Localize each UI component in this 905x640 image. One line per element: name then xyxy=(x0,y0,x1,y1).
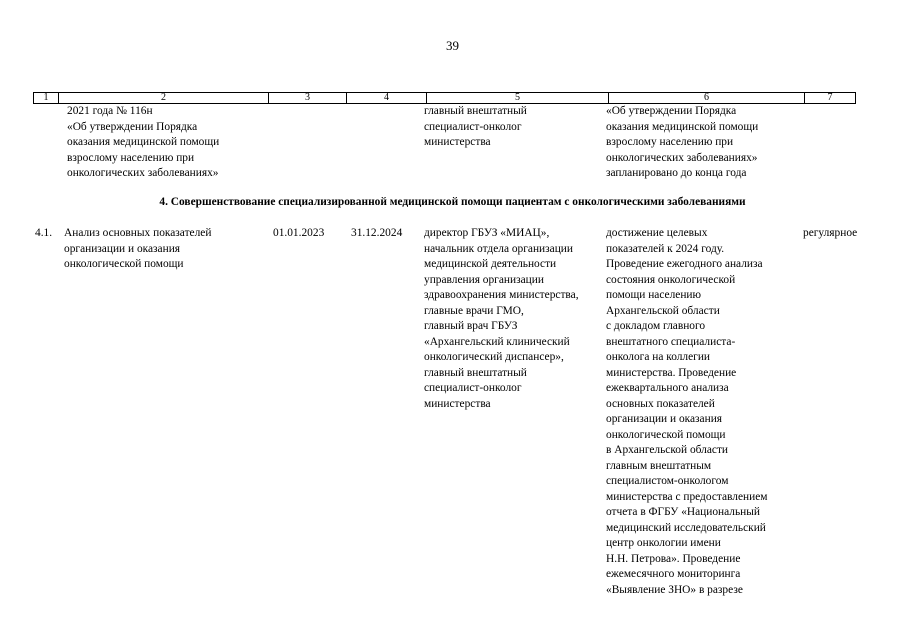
responsible-cell: директор ГБУЗ «МИАЦ», начальник отдела организации медицинской деятельности управления организации здравоохранения министерства, главные врачи ГМО, главный врач ГБУЗ «Архангельский клинический онкологический диспансер», главный внештатный специалист-онколог министерства xyxy=(424,227,579,410)
start-date-cell: 01.01.2023 xyxy=(273,227,325,239)
continuation-responsible-cell: главный внештатный специалист-онколог министерства xyxy=(424,105,527,148)
column-number-1: 1 xyxy=(34,93,59,104)
column-number-4: 4 xyxy=(347,93,427,104)
column-number-7: 7 xyxy=(805,93,856,104)
result-cell: достижение целевых показателей к 2024 году. Проведение ежегодного анализа состояния онкологической помощи населению Архангельской области с докладом главного внештатного специалиста- онколога на коллегии министерства. Проведение ежеквартального анализа основных показателей организации и оказания онкологической помощи в Архангельской области главным внештатным специалистом-онкологом министерства с предоставлением отчета в ФГБУ «Национальный медицинский исследовательский центр онкологии имени Н.Н. Петрова». Проведение ежемесячного мониторинга «Выявление ЗНО» в разрезе xyxy=(606,227,768,596)
page-number: 39 xyxy=(446,38,459,53)
column-number-2: 2 xyxy=(59,93,269,104)
row-number: 4.1. xyxy=(35,227,53,239)
character-cell: регулярное xyxy=(803,227,858,239)
continuation-result-cell: «Об утверждении Порядка оказания медицинской помощи взрослому населению при онкологических заболеваниях» запланировано до конца года xyxy=(606,105,759,179)
section-heading: 4. Совершенствование специализированной медицинской помощи пациентам с онкологическими заболеваниями xyxy=(159,196,746,208)
activity-cell: Анализ основных показателей организации и оказания онкологической помощи xyxy=(64,227,212,270)
column-number-3: 3 xyxy=(269,93,347,104)
column-number-5: 5 xyxy=(427,93,609,104)
end-date-cell: 31.12.2024 xyxy=(351,227,403,239)
column-number-row xyxy=(33,92,856,104)
column-number-6: 6 xyxy=(609,93,805,104)
continuation-basis-cell: 2021 года № 116н «Об утверждении Порядка оказания медицинской помощи взрослому населению при онкологических заболеваниях» xyxy=(67,105,220,179)
